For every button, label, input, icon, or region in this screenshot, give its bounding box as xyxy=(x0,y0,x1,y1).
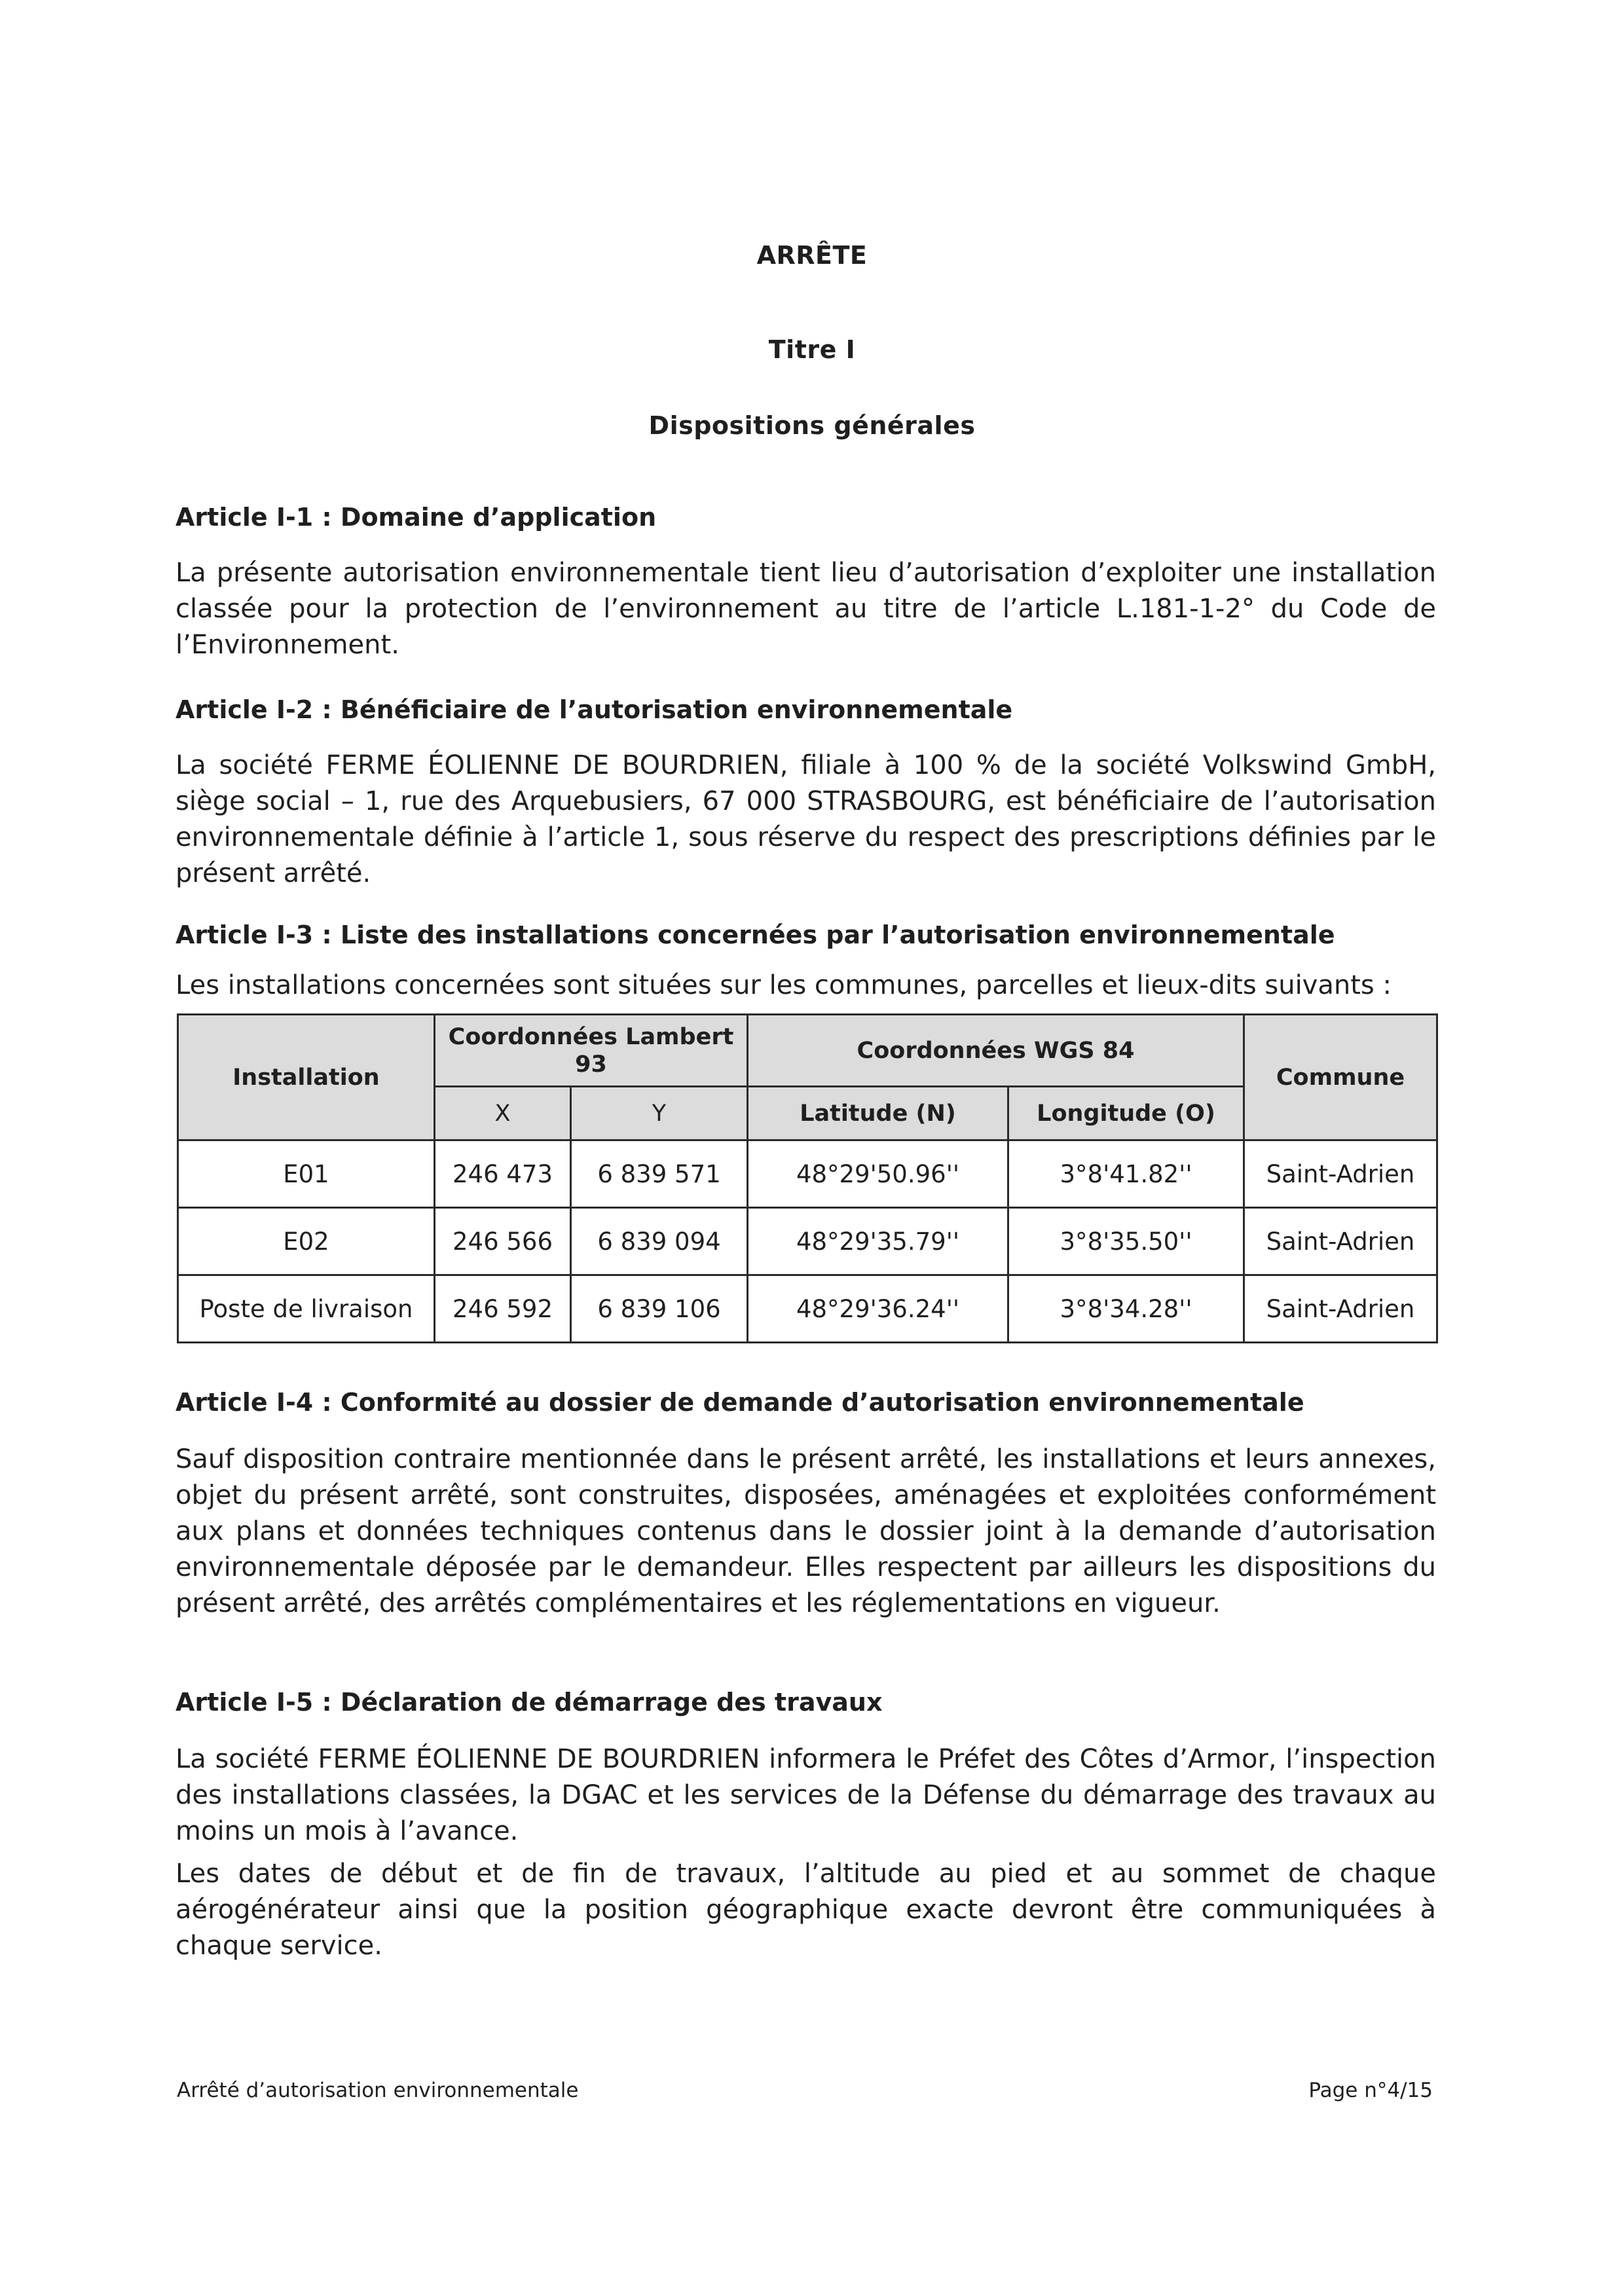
table-row xyxy=(178,1208,1437,1275)
header-commune: Commune xyxy=(1244,1015,1437,1140)
titre-heading: Titre I xyxy=(768,335,856,364)
cell-lon: 3°8'41.82'' xyxy=(1008,1140,1244,1208)
article-3-title: Article I-3 : Liste des installations concernées par l’autorisation environnementale xyxy=(175,920,1335,949)
footer-title: Arrêté d’autorisation environnementale xyxy=(177,2079,579,2102)
table-header-row xyxy=(178,1015,1437,1087)
table-row xyxy=(178,1275,1437,1343)
cell-x: 246 473 xyxy=(435,1140,571,1208)
article-5-text-1: La société FERME ÉOLIENNE DE BOURDRIEN informera le Préfet des Côtes d’Armor, l’inspection des installations classées, la DGAC et les services de la Défense du démarrage des travaux au moins un mois à l’avance. xyxy=(175,1743,1436,1846)
cell-commune: Saint-Adrien xyxy=(1244,1208,1437,1275)
article-1-title: Article I-1 : Domaine d’application xyxy=(175,503,657,532)
cell-y: 6 839 094 xyxy=(571,1208,748,1275)
cell-commune: Saint-Adrien xyxy=(1244,1140,1437,1208)
footer-page-number: Page n°4/15 xyxy=(1308,2079,1433,2102)
article-3-text: Les installations concernées sont situées sur les communes, parcelles et lieux-dits suivants : xyxy=(175,970,1392,1000)
arrete-heading: ARRÊTE xyxy=(756,241,868,270)
header-lon: Longitude (O) xyxy=(1008,1087,1244,1140)
article-2-text: La société FERME ÉOLIENNE DE BOURDRIEN, filiale à 100 % de la société Volkswind GmbH, siège social – 1, rue des Arquebusiers, 67 000 STRASBOURG, est bénéficiaire de l’autorisation environnementale définie à l’article 1, sous réserve du respect des prescriptions définies par le présent arrêté. xyxy=(175,750,1436,888)
article-3 xyxy=(175,920,1436,1004)
cell-commune: Saint-Adrien xyxy=(1244,1275,1437,1343)
article-2-title: Article I-2 : Bénéficiaire de l’autorisation environnementale xyxy=(175,695,1013,724)
header-x: X xyxy=(435,1087,571,1140)
cell-x: 246 592 xyxy=(435,1275,571,1343)
cell-lon: 3°8'35.50'' xyxy=(1008,1208,1244,1275)
cell-lat: 48°29'35.79'' xyxy=(748,1208,1008,1275)
cell-lat: 48°29'50.96'' xyxy=(748,1140,1008,1208)
article-4-text: Sauf disposition contraire mentionnée dans le présent arrêté, les installations et leurs annexes, objet du présent arrêté, sont construites, disposées, aménagées et exploitées conformément aux plans et données techniques contenus dans le dossier joint à la demande d’autorisation environnementale déposée par le demandeur. Elles respectent par ailleurs les dispositions du présent arrêté, des arrêtés complémentaires et les réglementations en vigueur. xyxy=(175,1444,1436,1618)
dispositions-heading: Dispositions générales xyxy=(648,411,976,440)
cell-x: 246 566 xyxy=(435,1208,571,1275)
header-installation: Installation xyxy=(178,1015,435,1140)
header-y: Y xyxy=(571,1087,748,1140)
cell-installation: E02 xyxy=(178,1208,435,1275)
article-2 xyxy=(175,695,1436,892)
cell-installation: E01 xyxy=(178,1140,435,1208)
article-1-text: La présente autorisation environnementale tient lieu d’autorisation d’exploiter une installation classée pour la protection de l’environnement au titre de l’article L.181-1-2° du Code de l’Environnement. xyxy=(175,557,1436,660)
header-wgs: Coordonnées WGS 84 xyxy=(748,1015,1244,1087)
cell-installation: Poste de livraison xyxy=(178,1275,435,1343)
article-4-title: Article I-4 : Conformité au dossier de demande d’autorisation environnementale xyxy=(175,1388,1304,1417)
cell-lon: 3°8'34.28'' xyxy=(1008,1275,1244,1343)
table-row xyxy=(178,1140,1437,1208)
header-lat: Latitude (N) xyxy=(748,1087,1008,1140)
article-5 xyxy=(175,1688,1436,1964)
header-lambert: Coordonnées Lambert 93 xyxy=(435,1015,748,1087)
cell-y: 6 839 106 xyxy=(571,1275,748,1343)
cell-y: 6 839 571 xyxy=(571,1140,748,1208)
article-5-text-2: Les dates de début et de fin de travaux, l’altitude au pied et au sommet de chaque aérogénérateur ainsi que la position géographique exacte devront être communiquées à chaque service. xyxy=(175,1858,1436,1961)
article-5-title: Article I-5 : Déclaration de démarrage des travaux xyxy=(175,1688,883,1717)
cell-lat: 48°29'36.24'' xyxy=(748,1275,1008,1343)
article-4 xyxy=(175,1388,1436,1622)
installations-table xyxy=(177,1013,1438,1343)
article-1 xyxy=(175,503,1436,663)
